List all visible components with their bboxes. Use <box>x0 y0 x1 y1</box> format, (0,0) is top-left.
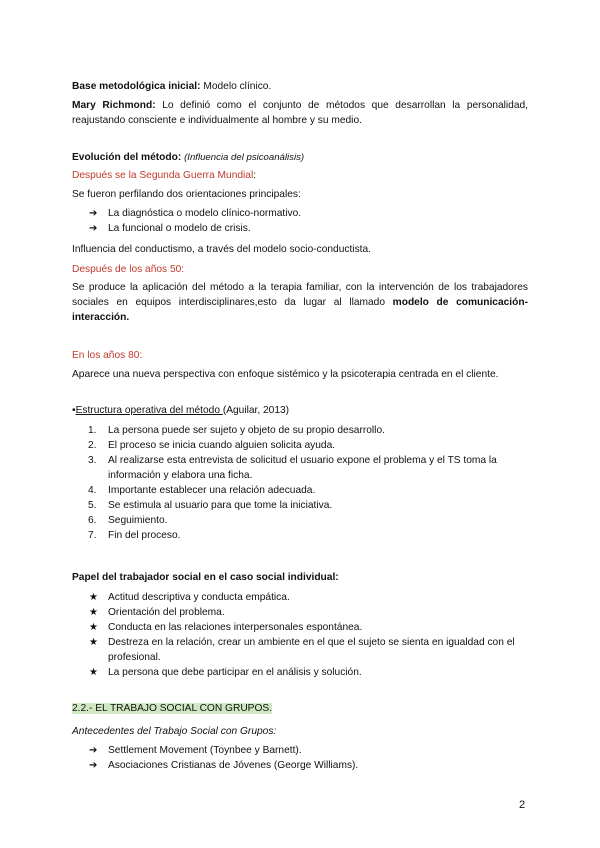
list-item <box>72 206 528 221</box>
list-item-text: La persona puede ser sujeto y objeto de su propio desarrollo. <box>108 425 385 436</box>
star-icon: ★ <box>89 637 99 648</box>
star-icon: ★ <box>89 622 99 633</box>
evolucion-label: Evolución del método: <box>72 152 182 163</box>
arrow-icon: ➔ <box>89 760 98 771</box>
mary-richmond <box>72 98 528 128</box>
section-title: 2.2.- EL TRABAJO SOCIAL CON GRUPOS. <box>72 703 273 714</box>
list-item-text: Seguimiento. <box>108 515 168 526</box>
mary-text: Lo definió como el conjunto de métodos que desarrollan la personalidad, reajustando consciente e individualmente al hombre y su medio. <box>72 100 529 126</box>
list-item-text: La persona que debe participar en el análisis y solución. <box>108 667 362 678</box>
list-number: 2. <box>88 440 97 451</box>
list-item <box>72 665 528 680</box>
anios50-paragraph <box>72 280 528 325</box>
estructura-label: Estructura operativa del método <box>75 405 223 416</box>
list-item-text: Fin del proceso. <box>108 530 181 541</box>
anios50-text: Se produce la aplicación del método a la terapia familiar, con la intervención de los trabajadores sociales en equipos interdisciplinares,esto da lugar al llamado <box>72 282 528 308</box>
list-item-text: Orientación del problema. <box>108 607 225 618</box>
anios80-heading: En los años 80: <box>72 350 143 361</box>
arrow-icon: ➔ <box>89 223 98 234</box>
antecedentes-list <box>72 743 528 773</box>
page-number: 2 <box>519 799 526 811</box>
segunda-guerra-heading <box>72 168 528 183</box>
list-item <box>72 758 528 773</box>
antecedentes-heading: Antecedentes del Trabajo Social con Grupos: <box>72 726 277 737</box>
list-item <box>72 453 528 483</box>
list-number: 7. <box>88 530 97 541</box>
list-item-text: Conducta en las relaciones interpersonales espontánea. <box>108 622 363 633</box>
segunda-guerra-text: Después se la Segunda Guerra Mundial <box>72 170 254 181</box>
section-heading <box>72 701 528 716</box>
list-item <box>72 635 528 665</box>
list-item-text: El proceso se inicia cuando alguien solicita ayuda. <box>108 440 336 451</box>
papel-list <box>72 590 528 680</box>
anios80-text: Aparece una nueva perspectiva con enfoque sistémico y la psicoterapia centrada en el cliente. <box>72 369 499 380</box>
pasos-list <box>72 423 528 543</box>
star-icon: ★ <box>89 592 99 603</box>
segunda-guerra-colon: : <box>253 170 257 181</box>
base-label: Base metodológica inicial: <box>72 81 201 92</box>
arrow-icon: ➔ <box>89 208 98 219</box>
list-item <box>72 498 528 513</box>
list-number: 5. <box>88 500 97 511</box>
base-metodologica <box>72 79 528 94</box>
conductismo-text: Influencia del conductismo, a través del modelo socio-conductista. <box>72 244 371 255</box>
list-item <box>72 590 528 605</box>
list-number: 6. <box>88 515 97 526</box>
list-item-text: Actitud descriptiva y conducta empática. <box>108 592 290 603</box>
list-item-text: Settlement Movement (Toynbee y Barnett). <box>108 745 302 756</box>
evolucion-heading <box>72 150 528 165</box>
list-number: 3. <box>88 455 97 466</box>
anios50-heading: Después de los años 50: <box>72 264 185 275</box>
list-item <box>72 605 528 620</box>
list-item <box>72 438 528 453</box>
estructura-bullet: • <box>72 405 76 416</box>
list-item-text: Importante establecer una relación adecuada. <box>108 485 316 496</box>
star-icon: ★ <box>89 607 99 618</box>
anios50-bold: modelo de comunicación-interacción. <box>72 297 528 323</box>
list-item <box>72 620 528 635</box>
evolucion-note: (Influencia del psicoanálisis) <box>184 152 305 163</box>
list-item <box>72 513 528 528</box>
list-number: 1. <box>88 425 97 436</box>
mary-label: Mary Richmond: <box>72 100 156 111</box>
papel-heading: Papel del trabajador social en el caso social individual: <box>72 572 339 583</box>
list-item-text: Asociaciones Cristianas de Jóvenes (George Williams). <box>108 760 359 771</box>
list-item <box>72 221 528 236</box>
estructura-heading <box>72 403 528 418</box>
star-icon: ★ <box>89 667 99 678</box>
list-item-text: La diagnóstica o modelo clínico-normativo. <box>108 208 302 219</box>
list-item-text: La funcional o modelo de crisis. <box>108 223 251 234</box>
list-item <box>72 423 528 438</box>
list-item-text: Al realizarse esta entrevista de solicitud el usuario expone el problema y el TS toma la información y elabora una ficha. <box>108 455 497 481</box>
list-number: 4. <box>88 485 97 496</box>
orientaciones-list <box>72 206 528 236</box>
estructura-cite: (Aguilar, 2013) <box>222 405 290 416</box>
perfilando-text: Se fueron perfilando dos orientaciones principales: <box>72 189 301 200</box>
base-text: Modelo clínico. <box>200 81 272 92</box>
list-item-text: Se estimula al usuario para que tome la iniciativa. <box>108 500 333 511</box>
list-item <box>72 528 528 543</box>
arrow-icon: ➔ <box>89 745 98 756</box>
list-item <box>72 483 528 498</box>
list-item <box>72 743 528 758</box>
list-item-text: Destreza en la relación, crear un ambiente en el que el sujeto se sienta en igualdad con el profesional. <box>108 637 515 663</box>
